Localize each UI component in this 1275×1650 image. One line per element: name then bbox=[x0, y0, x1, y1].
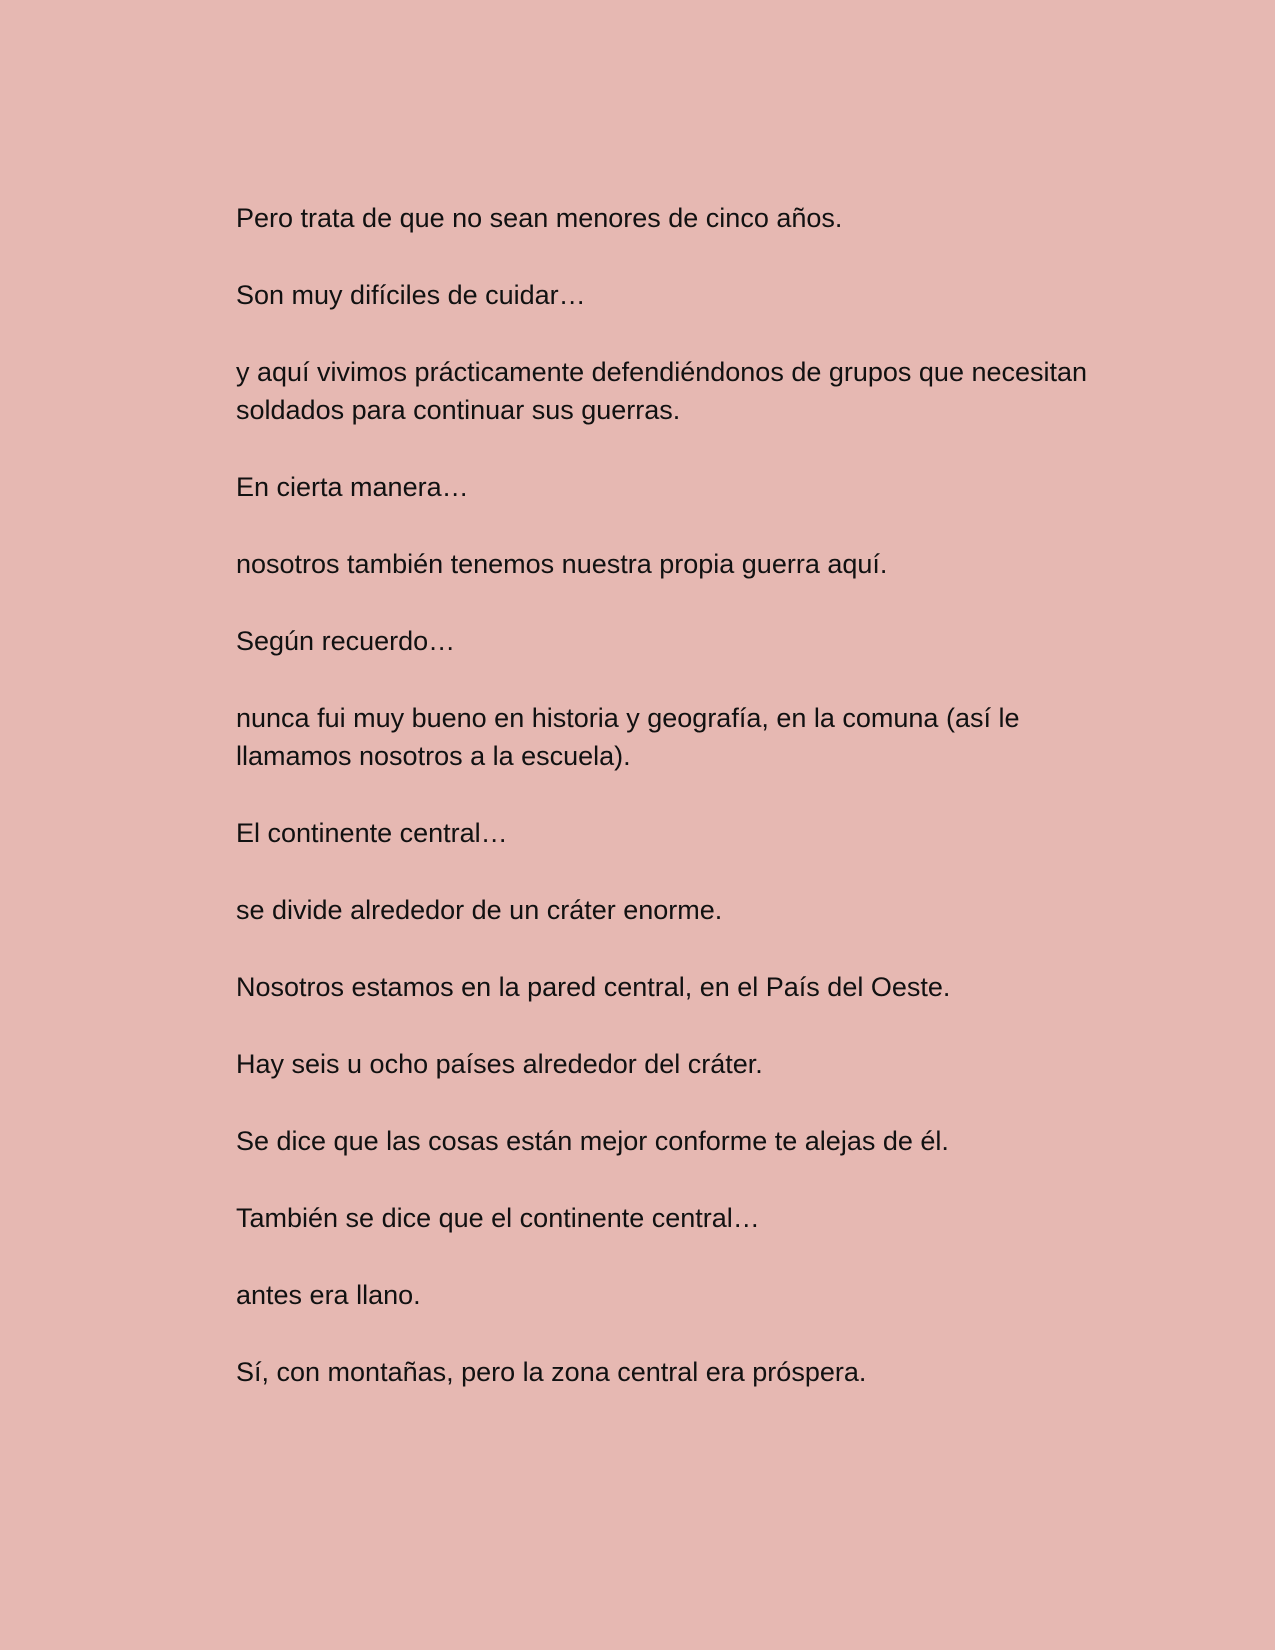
paragraph: nosotros también tenemos nuestra propia guerra aquí. bbox=[236, 549, 888, 579]
paragraph: Según recuerdo… bbox=[236, 626, 456, 656]
paragraph: Pero trata de que no sean menores de cinco años. bbox=[236, 203, 843, 233]
paragraph: También se dice que el continente central… bbox=[236, 1203, 760, 1233]
paragraph: En cierta manera… bbox=[236, 472, 469, 502]
paragraph: se divide alrededor de un cráter enorme. bbox=[236, 895, 723, 925]
paragraph: Son muy difíciles de cuidar… bbox=[236, 280, 586, 310]
paragraph: Hay seis u ocho países alrededor del cráter. bbox=[236, 1049, 763, 1079]
paragraph: nunca fui muy bueno en historia y geografía, en la comuna (así le llamamos nosotros a la escuela). bbox=[236, 703, 1020, 771]
paragraph: Nosotros estamos en la pared central, en el País del Oeste. bbox=[236, 972, 951, 1002]
paragraph: antes era llano. bbox=[236, 1280, 421, 1310]
paragraph: Sí, con montañas, pero la zona central era próspera. bbox=[236, 1357, 867, 1387]
paragraph: Se dice que las cosas están mejor conforme te alejas de él. bbox=[236, 1126, 949, 1156]
paragraph: El continente central… bbox=[236, 818, 508, 848]
paragraph: y aquí vivimos prácticamente defendiéndonos de grupos que necesitan soldados para continuar sus guerras. bbox=[236, 357, 1088, 425]
document-page bbox=[236, 199, 1136, 1430]
